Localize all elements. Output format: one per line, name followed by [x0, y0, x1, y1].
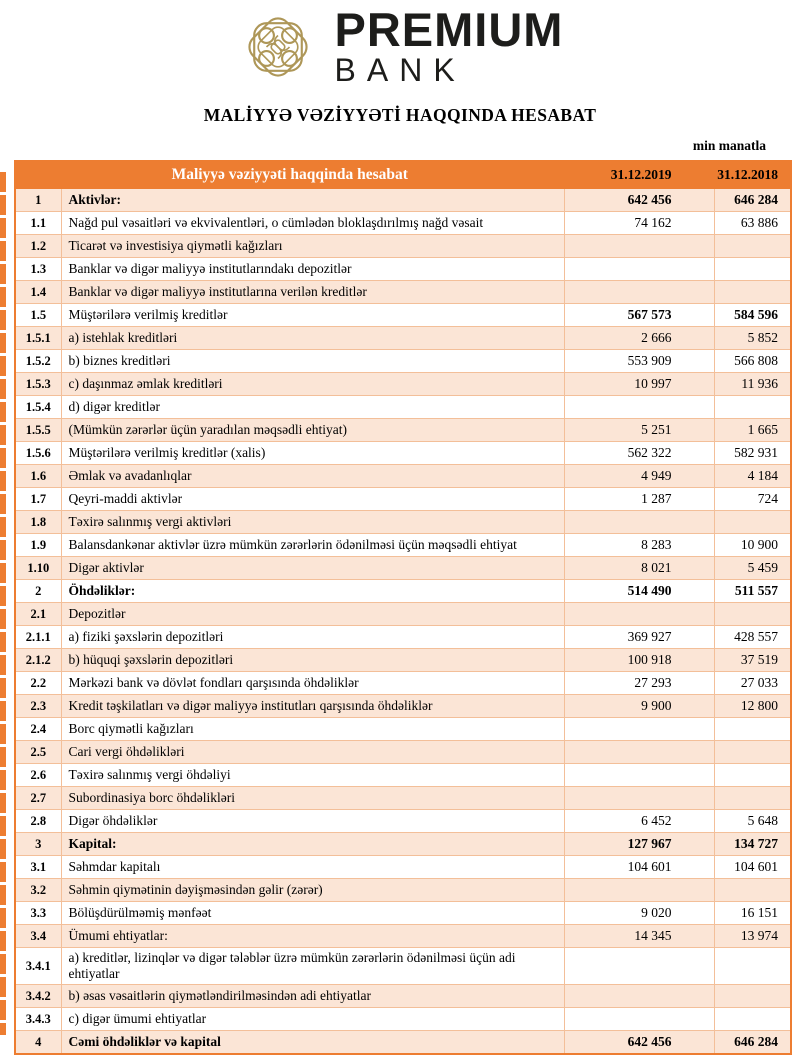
- row-label: Borc qiymətli kağızları: [61, 718, 564, 741]
- row-number: 1.5.3: [15, 373, 61, 396]
- table-row: [15, 396, 791, 419]
- table-row: [15, 856, 791, 879]
- row-label: b) hüquqi şəxslərin depozitləri: [61, 649, 564, 672]
- table-header-title: Maliyyə vəziyyəti haqqinda hesabat: [15, 161, 564, 189]
- row-number: 1.5.6: [15, 442, 61, 465]
- row-value-2018: [714, 948, 791, 985]
- row-value-2018: [714, 718, 791, 741]
- row-number: 1.5: [15, 304, 61, 327]
- row-value-2019: 4 949: [564, 465, 714, 488]
- row-label: Səhmin qiymətinin dəyişməsindən gəlir (zərər): [61, 879, 564, 902]
- row-value-2019: 562 322: [564, 442, 714, 465]
- row-number: 1.1: [15, 212, 61, 235]
- row-value-2018: [714, 741, 791, 764]
- row-label: Təxirə salınmış vergi öhdəliyi: [61, 764, 564, 787]
- table-row: [15, 985, 791, 1008]
- row-number: 1.7: [15, 488, 61, 511]
- bank-name: [334, 3, 564, 88]
- table-row: [15, 1008, 791, 1031]
- row-value-2019: 8 021: [564, 557, 714, 580]
- row-label: Müştərilərə verilmiş kreditlər (xalis): [61, 442, 564, 465]
- knot-emblem-icon: [237, 6, 319, 88]
- row-number: 3.3: [15, 902, 61, 925]
- row-number: 2.1.2: [15, 649, 61, 672]
- table-row: [15, 304, 791, 327]
- row-number: 1.6: [15, 465, 61, 488]
- row-number: 1.8: [15, 511, 61, 534]
- table-body: [15, 189, 791, 1055]
- table-header-row: [15, 161, 791, 189]
- row-value-2018: 5 648: [714, 810, 791, 833]
- row-number: 3.4.1: [15, 948, 61, 985]
- row-value-2018: 27 033: [714, 672, 791, 695]
- row-label: Aktivlər:: [61, 189, 564, 212]
- row-value-2019: [564, 948, 714, 985]
- table-row: [15, 925, 791, 948]
- row-value-2019: 2 666: [564, 327, 714, 350]
- row-value-2018: 104 601: [714, 856, 791, 879]
- row-value-2018: 428 557: [714, 626, 791, 649]
- page-edge-artifact: [0, 172, 6, 1035]
- row-value-2018: [714, 879, 791, 902]
- row-label: Mərkəzi bank və dövlət fondları qarşısında öhdəliklər: [61, 672, 564, 695]
- row-number: 2.4: [15, 718, 61, 741]
- row-number: 3.4: [15, 925, 61, 948]
- row-value-2019: 127 967: [564, 833, 714, 856]
- row-value-2019: [564, 718, 714, 741]
- row-value-2019: 553 909: [564, 350, 714, 373]
- table-row: [15, 442, 791, 465]
- row-value-2018: [714, 603, 791, 626]
- row-label: Nağd pul vəsaitləri və ekvivalentləri, o cümlədən bloklaşdırılmış nağd vəsait: [61, 212, 564, 235]
- row-number: 3.2: [15, 879, 61, 902]
- row-label: a) kreditlər, lizinqlər və digər tələblər üzrə mümkün zərərlərin ödənilməsi üçün adi ehtiyatlar: [61, 948, 564, 985]
- row-value-2018: [714, 787, 791, 810]
- row-label: Kredit təşkilatları və digər maliyyə institutları qarşısında öhdəliklər: [61, 695, 564, 718]
- row-number: 2.2: [15, 672, 61, 695]
- table-row: [15, 465, 791, 488]
- unit-note: min manatla: [692, 138, 766, 153]
- table-row: [15, 787, 791, 810]
- row-number: 1.5.4: [15, 396, 61, 419]
- row-number: 2.8: [15, 810, 61, 833]
- row-value-2018: 16 151: [714, 902, 791, 925]
- financial-statement-table: [14, 160, 790, 1055]
- row-value-2018: 584 596: [714, 304, 791, 327]
- column-header-2019: 31.12.2019: [564, 161, 714, 189]
- row-number: 1.9: [15, 534, 61, 557]
- row-value-2018: 12 800: [714, 695, 791, 718]
- row-number: 2.7: [15, 787, 61, 810]
- row-number: 3.4.3: [15, 1008, 61, 1031]
- table-row: [15, 488, 791, 511]
- row-value-2018: 13 974: [714, 925, 791, 948]
- row-value-2018: 10 900: [714, 534, 791, 557]
- brand-bank-text: BANK: [334, 51, 466, 88]
- table-row: [15, 235, 791, 258]
- row-number: 4: [15, 1031, 61, 1055]
- row-value-2018: 5 852: [714, 327, 791, 350]
- row-value-2018: 646 284: [714, 1031, 791, 1055]
- table-row: [15, 534, 791, 557]
- table-row: [15, 580, 791, 603]
- table-row: [15, 902, 791, 925]
- row-label: Cəmi öhdəliklər və kapital: [61, 1031, 564, 1055]
- row-label: Təxirə salınmış vergi aktivləri: [61, 511, 564, 534]
- row-value-2019: 100 918: [564, 649, 714, 672]
- row-value-2019: 9 020: [564, 902, 714, 925]
- row-number: 2.1.1: [15, 626, 61, 649]
- table-row: [15, 626, 791, 649]
- row-value-2019: [564, 603, 714, 626]
- row-value-2019: [564, 396, 714, 419]
- row-label: d) digər kreditlər: [61, 396, 564, 419]
- row-value-2018: 4 184: [714, 465, 791, 488]
- row-label: Əmlak və avadanlıqlar: [61, 465, 564, 488]
- row-label: Depozitlər: [61, 603, 564, 626]
- row-label: Qeyri-maddi aktivlər: [61, 488, 564, 511]
- bank-logo: [0, 0, 800, 88]
- row-number: 1.5.5: [15, 419, 61, 442]
- brand-premium-text: PREMIUM: [334, 3, 564, 57]
- row-label: Banklar və digər maliyyə institutlarına verilən kreditlər: [61, 281, 564, 304]
- table-row: [15, 741, 791, 764]
- row-label: Balansdankənar aktivlər üzrə mümkün zərərlərin ödənilməsi üçün məqsədli ehtiyat: [61, 534, 564, 557]
- row-value-2018: 646 284: [714, 189, 791, 212]
- row-value-2019: 74 162: [564, 212, 714, 235]
- table-row: [15, 281, 791, 304]
- table-row: [15, 649, 791, 672]
- row-number: 1.5.1: [15, 327, 61, 350]
- table-row: [15, 373, 791, 396]
- row-value-2019: 5 251: [564, 419, 714, 442]
- row-value-2018: [714, 258, 791, 281]
- table-row: [15, 212, 791, 235]
- row-value-2019: [564, 235, 714, 258]
- table-row: [15, 419, 791, 442]
- row-value-2019: 27 293: [564, 672, 714, 695]
- row-number: 1.2: [15, 235, 61, 258]
- row-number: 1.10: [15, 557, 61, 580]
- row-number: 3: [15, 833, 61, 856]
- row-value-2018: 582 931: [714, 442, 791, 465]
- row-label: a) istehlak kreditləri: [61, 327, 564, 350]
- row-value-2019: 8 283: [564, 534, 714, 557]
- row-value-2018: 37 519: [714, 649, 791, 672]
- row-label: (Mümkün zərərlər üçün yaradılan məqsədli ehtiyat): [61, 419, 564, 442]
- row-value-2018: 1 665: [714, 419, 791, 442]
- row-number: 2: [15, 580, 61, 603]
- row-number: 1.4: [15, 281, 61, 304]
- table-row: [15, 718, 791, 741]
- table-row: [15, 948, 791, 985]
- row-value-2019: 14 345: [564, 925, 714, 948]
- row-value-2019: [564, 985, 714, 1008]
- row-number: 3.4.2: [15, 985, 61, 1008]
- row-value-2019: [564, 1008, 714, 1031]
- row-value-2019: 642 456: [564, 1031, 714, 1055]
- row-value-2019: [564, 281, 714, 304]
- row-value-2019: [564, 764, 714, 787]
- row-label: a) fiziki şəxslərin depozitləri: [61, 626, 564, 649]
- row-value-2018: [714, 396, 791, 419]
- row-label: Cari vergi öhdəlikləri: [61, 741, 564, 764]
- row-value-2018: [714, 511, 791, 534]
- row-value-2019: 369 927: [564, 626, 714, 649]
- row-value-2018: [714, 235, 791, 258]
- row-label: Səhmdar kapitalı: [61, 856, 564, 879]
- row-label: Banklar və digər maliyyə institutlarındakı depozitlər: [61, 258, 564, 281]
- row-value-2018: 134 727: [714, 833, 791, 856]
- row-value-2018: 724: [714, 488, 791, 511]
- table-row: [15, 189, 791, 212]
- table-row: [15, 1031, 791, 1055]
- row-number: 1.5.2: [15, 350, 61, 373]
- row-value-2019: 6 452: [564, 810, 714, 833]
- row-value-2019: 642 456: [564, 189, 714, 212]
- column-header-2018: 31.12.2018: [714, 161, 791, 189]
- table-row: [15, 833, 791, 856]
- table-row: [15, 327, 791, 350]
- row-label: Ümumi ehtiyatlar:: [61, 925, 564, 948]
- row-label: Kapital:: [61, 833, 564, 856]
- row-value-2018: [714, 985, 791, 1008]
- row-value-2019: 1 287: [564, 488, 714, 511]
- row-label: Müştərilərə verilmiş kreditlər: [61, 304, 564, 327]
- row-number: 3.1: [15, 856, 61, 879]
- row-label: Bölüşdürülməmiş mənfəət: [61, 902, 564, 925]
- table-row: [15, 511, 791, 534]
- table-row: [15, 810, 791, 833]
- row-value-2018: [714, 1008, 791, 1031]
- table-row: [15, 557, 791, 580]
- row-value-2019: 567 573: [564, 304, 714, 327]
- row-label: Digər aktivlər: [61, 557, 564, 580]
- table-row: [15, 350, 791, 373]
- row-value-2019: 104 601: [564, 856, 714, 879]
- row-number: 2.6: [15, 764, 61, 787]
- row-label: c) digər ümumi ehtiyatlar: [61, 1008, 564, 1031]
- row-number: 1.3: [15, 258, 61, 281]
- row-value-2018: [714, 281, 791, 304]
- table-row: [15, 879, 791, 902]
- row-label: b) biznes kreditləri: [61, 350, 564, 373]
- row-value-2019: 9 900: [564, 695, 714, 718]
- table-row: [15, 258, 791, 281]
- row-value-2018: 5 459: [714, 557, 791, 580]
- row-value-2018: 511 557: [714, 580, 791, 603]
- row-value-2019: [564, 511, 714, 534]
- row-label: Ticarət və investisiya qiymətli kağızları: [61, 235, 564, 258]
- row-value-2018: 11 936: [714, 373, 791, 396]
- table-row: [15, 672, 791, 695]
- row-value-2019: 10 997: [564, 373, 714, 396]
- row-value-2018: 63 886: [714, 212, 791, 235]
- row-value-2019: [564, 741, 714, 764]
- row-label: Öhdəliklər:: [61, 580, 564, 603]
- row-value-2018: 566 808: [714, 350, 791, 373]
- row-value-2018: [714, 764, 791, 787]
- row-value-2019: [564, 879, 714, 902]
- row-value-2019: [564, 258, 714, 281]
- row-label: Subordinasiya borc öhdəlikləri: [61, 787, 564, 810]
- row-number: 2.3: [15, 695, 61, 718]
- page-title: MALİYYƏ VƏZİYYƏTİ HAQQINDA HESABAT: [203, 105, 597, 125]
- row-value-2019: [564, 787, 714, 810]
- table-row: [15, 695, 791, 718]
- row-number: 2.1: [15, 603, 61, 626]
- row-label: b) əsas vəsaitlərin qiymətləndirilməsindən adi ehtiyatlar: [61, 985, 564, 1008]
- row-label: c) daşınmaz əmlak kreditləri: [61, 373, 564, 396]
- table-row: [15, 603, 791, 626]
- row-number: 1: [15, 189, 61, 212]
- row-number: 2.5: [15, 741, 61, 764]
- table-row: [15, 764, 791, 787]
- row-label: Digər öhdəliklər: [61, 810, 564, 833]
- row-value-2019: 514 490: [564, 580, 714, 603]
